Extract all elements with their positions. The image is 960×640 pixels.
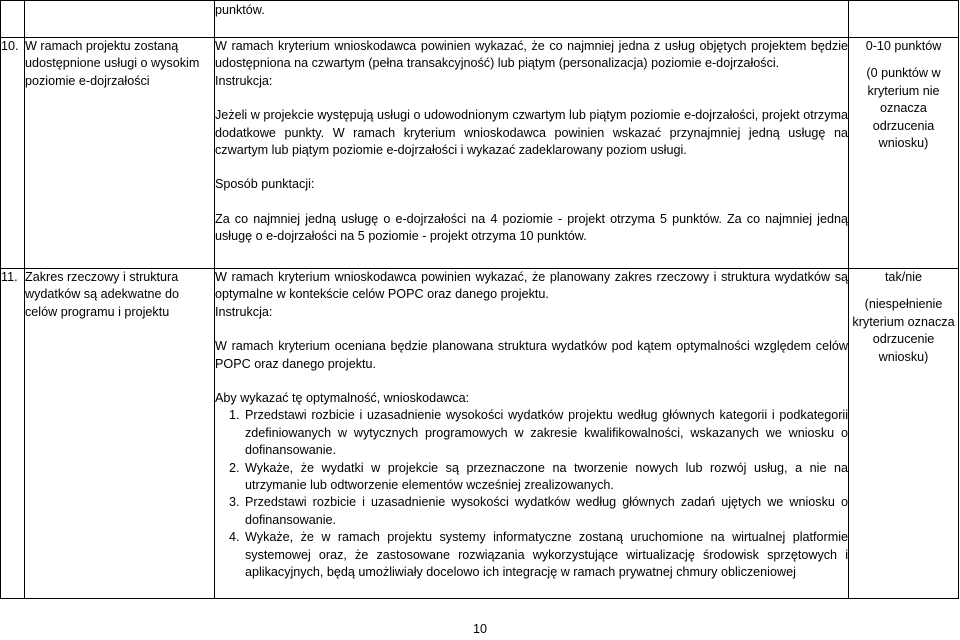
points-cell bbox=[849, 38, 959, 269]
criterion-description: W ramach kryterium wnioskodawca powinien wykazać, że planowany zakres rzeczowy i struktura wydatków są optymalne w kontekście celów POPC oraz danego projektu. bbox=[215, 270, 848, 302]
instruction-text: W ramach kryterium oceniana będzie planowana struktura wydatków pod kątem optymalności względem celów POPC oraz danego projektu. bbox=[215, 339, 848, 371]
row-number: 11. bbox=[1, 269, 25, 599]
scoring-text: Za co najmniej jedną usługę o e-dojrzałości na 4 poziomie - projekt otrzyma 5 punktów. Za co najmniej jedną usługę o e-dojrzałości na 5 poziomie - projekt otrzyma 10 punktów. bbox=[215, 211, 848, 244]
table-row-criterion-11 bbox=[1, 269, 959, 599]
criterion-description: W ramach kryterium wnioskodawca powinien wykazać, że co najmniej jedna z usług objętych projektem będzie udostępniona na czwartym (pełna transakcyjność) lub piątym (personalizacja) poziomie e-dojrzałości. bbox=[215, 39, 848, 71]
instruction-label: Instrukcja: bbox=[215, 73, 273, 88]
page-number: 10 bbox=[472, 622, 487, 636]
points-value: tak/nie bbox=[884, 270, 923, 284]
points-note: (niespełnienie kryterium oznacza odrzucenie wniosku) bbox=[852, 297, 955, 364]
points-note: (0 punktów w kryterium nie oznacza odrzucenia wniosku) bbox=[866, 66, 941, 151]
list-item: 1. Przedstawi rozbicie i uzasadnienie wysokości wydatków projektu według głównych kategorii i podkategorii zdefiniowanych w wytycznych programowych w zakresie kwalifikowalności, wskazanych we wniosku o dofinansowanie. bbox=[243, 407, 848, 459]
criterion-name: Zakres rzeczowy i struktura wydatków są adekwatne do celów programu i projektu bbox=[25, 269, 215, 599]
points-value: 0-10 punktów bbox=[865, 39, 942, 53]
list-item: 3. Przedstawi rozbicie i uzasadnienie wysokości wydatków według głównych zadań ujętych we wniosku o dofinansowanie. bbox=[243, 494, 848, 529]
requirements-list bbox=[215, 407, 848, 581]
criterion-description-cell bbox=[215, 269, 849, 599]
instruction-text: Jeżeli w projekcie występują usługi o udowodnionym czwartym lub piątym poziomie e-dojrzałości, projekt otrzyma dodatkowe punkty. W ramach kryterium wnioskodawca powinien wskazać przynajmniej jedną usługę na czwartym lub piątym poziomie e-dojrzałości i wykazać zadeklarowany poziom usługi. bbox=[215, 108, 848, 158]
instruction-label: Instrukcja: bbox=[215, 304, 273, 319]
table-row-top bbox=[1, 1, 959, 38]
continued-text: punktów. bbox=[215, 1, 849, 38]
criterion-name: W ramach projektu zostaną udostępnione usługi o wysokim poziomie e-dojrzałości bbox=[25, 38, 215, 269]
points-cell bbox=[849, 269, 959, 599]
table-row-criterion-10 bbox=[1, 38, 959, 269]
list-item: 4. Wykaże, że w ramach projektu systemy informatyczne zostaną uruchomione na wirtualnej platformie systemowej oraz, że zastosowane rozwiązania wykorzystujące wirtualizację środowisk sprzętowych i aplikacyjnych, będą umożliwiały docelowo ich integrację w ramach prywatnej chmury obliczeniowej bbox=[243, 529, 848, 581]
list-intro: Aby wykazać tę optymalność, wnioskodawca: bbox=[215, 391, 470, 406]
row-number: 10. bbox=[1, 38, 25, 269]
criterion-description-cell bbox=[215, 38, 849, 269]
scoring-label: Sposób punktacji: bbox=[215, 177, 315, 192]
list-item: 2. Wykaże, że wydatki w projekcie są przeznaczone na tworzenie nowych lub rozwój usług, a nie na utrzymanie lub odtworzenie elementów wcześniej zrealizowanych. bbox=[243, 460, 848, 495]
